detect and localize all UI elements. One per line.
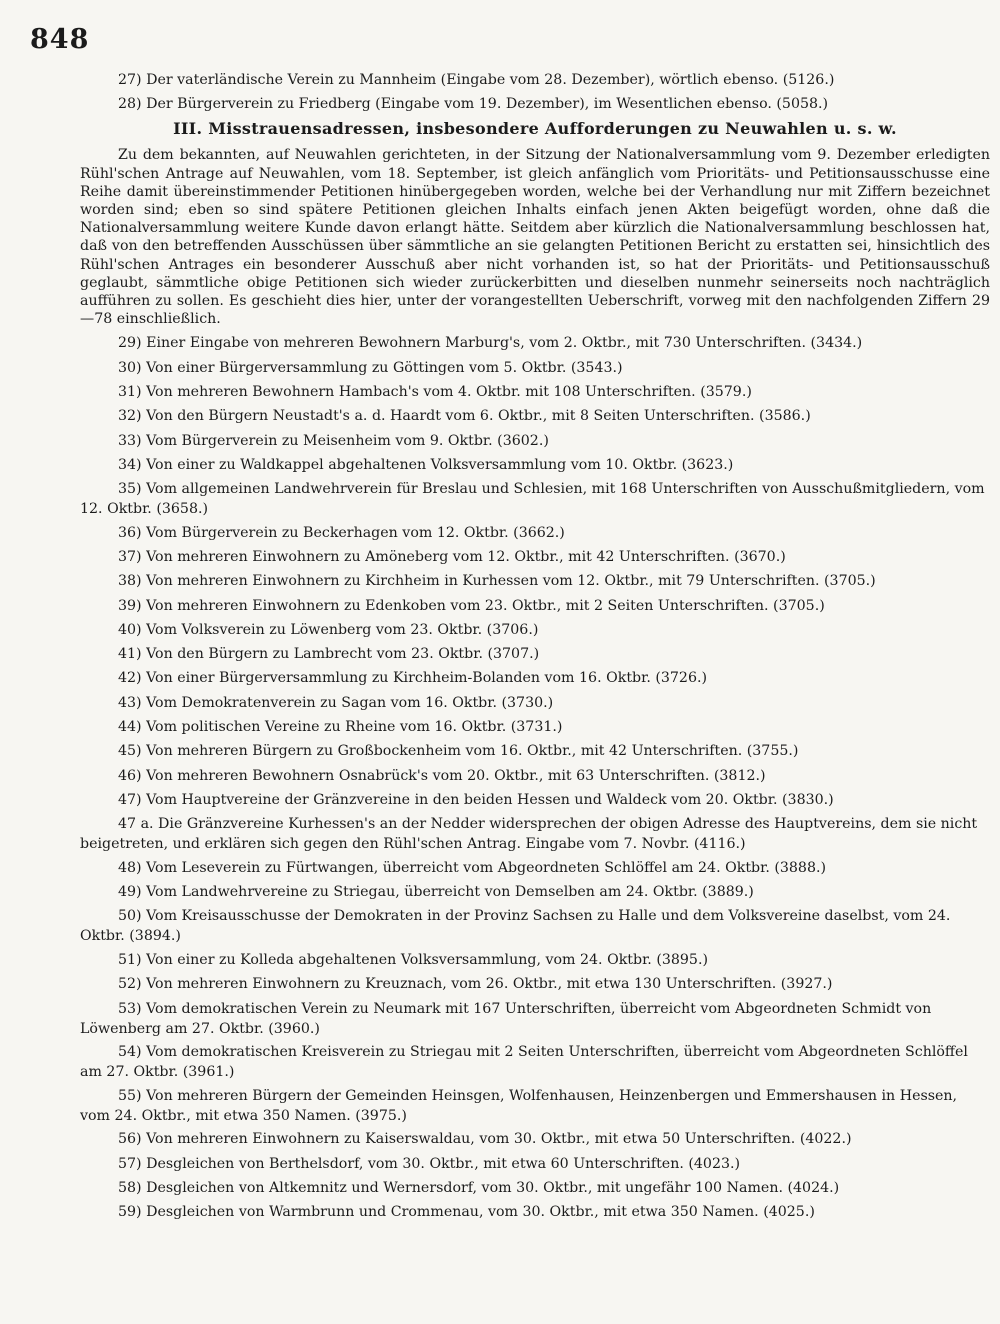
entry-39: 39) Von mehreren Einwohnern zu Edenkoben vom 23. Oktbr., mit 2 Seiten Unterschriften. (3705.) xyxy=(118,597,825,614)
entry-57: 57) Desgleichen von Berthelsdorf, vom 30. Oktbr., mit etwa 60 Unterschriften. (4023.) xyxy=(118,1155,741,1172)
entry-34: 34) Von einer zu Waldkappel abgehaltenen Volksversammlung vom 10. Oktbr. (3623.) xyxy=(118,456,734,473)
entry-36: 36) Vom Bürgerverein zu Beckerhagen vom 12. Oktbr. (3662.) xyxy=(118,524,565,541)
entry-47: 47) Vom Hauptvereine der Gränzvereine in den beiden Hessen und Waldeck vom 20. Oktbr. (3830.) xyxy=(118,791,834,808)
entry-41: 41) Von den Bürgern zu Lambrecht vom 23. Oktbr. (3707.) xyxy=(118,646,540,663)
entry-40: 40) Vom Volksverein zu Löwenberg vom 23. Oktbr. (3706.) xyxy=(118,621,539,638)
entry-46: 46) Von mehreren Bewohnern Osnabrück's vom 20. Oktbr., mit 63 Unterschriften. (3812.) xyxy=(118,767,766,784)
entry-50: 50) Vom Kreisausschusse der Demokraten in der Provinz Sachsen zu Halle und dem Volksvereine daselbst, vom 24. Oktbr. (3894.) xyxy=(80,908,951,945)
page-content xyxy=(80,70,990,1227)
entry-47a: 47 a. Die Gränzvereine Kurhessen's an der Nedder widersprechen der obigen Adresse des Hauptvereins, dem sie nicht beigetreten, und erklären sich gegen den Rühl'schen Antrag. Eingabe vom 7. Novbr. (4116.) xyxy=(80,816,978,853)
entry-53: 53) Vom demokratischen Verein zu Neumark mit 167 Unterschriften, überreicht vom Abgeordneten Schmidt von Löwenberg am 27. Oktbr. (3960.) xyxy=(80,1000,932,1037)
entry-38: 38) Von mehreren Einwohnern zu Kirchheim in Kurhessen vom 12. Oktbr., mit 79 Unterschriften. (3705.) xyxy=(118,573,876,590)
entry-44: 44) Vom politischen Vereine zu Rheine vom 16. Oktbr. (3731.) xyxy=(118,719,563,736)
entry-35: 35) Vom allgemeinen Landwehrverein für Breslau und Schlesien, mit 168 Unterschriften von Ausschußmitgliedern, vom 12. Oktbr. (3658.) xyxy=(80,481,985,518)
entry-49: 49) Vom Landwehrvereine zu Striegau, überreicht von Demselben am 24. Oktbr. (3889.) xyxy=(118,884,754,901)
entry-43: 43) Vom Demokratenverein zu Sagan vom 16. Oktbr. (3730.) xyxy=(118,694,554,711)
entry-37: 37) Von mehreren Einwohnern zu Amöneberg vom 12. Oktbr., mit 42 Unterschriften. (3670.) xyxy=(118,549,786,565)
entry-58: 58) Desgleichen von Altkemnitz und Wernersdorf, vom 30. Oktbr., mit ungefähr 100 Namen. (4024.) xyxy=(118,1180,840,1197)
entry-27: 27) Der vaterländische Verein zu Mannheim (Eingabe vom 28. Dezember), wörtlich ebenso. (5126.) xyxy=(118,72,835,88)
section-heading: III. Misstrauensadressen, insbesondere Aufforderungen zu Neuwahlen u. s. w. xyxy=(173,119,897,139)
entry-55: 55) Von mehreren Bürgern der Gemeinden Heinsgen, Wolfenhausen, Heinzenbergen und Emmershausen in Hessen, vom 24. Oktbr., mit etwa 350 Namen. (3975.) xyxy=(80,1087,958,1124)
entry-54: 54) Vom demokratischen Kreisverein zu Striegau mit 2 Seiten Unterschriften, überreicht vom Abgeordneten Schlöffel am 27. Oktbr. (3961.) xyxy=(80,1044,968,1081)
entry-56: 56) Von mehreren Einwohnern zu Kaiserswaldau, vom 30. Oktbr., mit etwa 50 Unterschriften. (4022.) xyxy=(118,1131,852,1148)
entry-45: 45) Von mehreren Bürgern zu Großbockenheim vom 16. Oktbr., mit 42 Unterschriften. (3755.) xyxy=(118,743,799,760)
entry-59: 59) Desgleichen von Warmbrunn und Crommenau, vom 30. Oktbr., mit etwa 350 Namen. (4025.) xyxy=(118,1204,815,1221)
entry-42: 42) Von einer Bürgerversammlung zu Kirchheim-Bolanden vom 16. Oktbr. (3726.) xyxy=(118,670,708,687)
entry-48: 48) Vom Leseverein zu Fürtwangen, überreicht vom Abgeordneten Schlöffel am 24. Oktbr. (3888.) xyxy=(118,859,827,876)
entry-51: 51) Von einer zu Kolleda abgehaltenen Volksversammlung, vom 24. Oktbr. (3895.) xyxy=(118,952,709,969)
intro-paragraph: Zu dem bekannten, auf Neuwahlen gerichteten, in der Sitzung der Nationalversammlung vom 9. Dezember erledigten Rühl'schen Antrage auf Neuwahlen, vom 18. September, ist gleich anfänglich vom Prioritäts- und Petitionsausschusse eine Reihe damit übereinstimmender Petitionen hinübergegeben worden, welche bei der Verhandlung nur mit Ziffern bezeichnet worden sind; eben so sind spätere Petitionen gleichen Inhalts einfach jenen Akten beigefügt worden, ohne daß die Nationalversammlung weitere Kunde davon erlangt hätte. Seitdem aber kürzlich die Nationalversammlung beschlossen hat, daß von den betreffenden Ausschüssen über sämmtliche an sie gelangten Petitionen Bericht zu erstatten sei, hinsichtlich des Rühl'schen Antrages ein besonderer Ausschuß aber nicht vorhanden ist, so hat der Prioritäts- und Petitionsausschuß geglaubt, sämmtliche obige Petitionen sich wieder zurückerbitten und dieselben nunmehr seinerseits noch nachträglich aufführen zu sollen. Es geschieht dies hier, unter der vorangestellten Ueberschrift, vorweg mit den nachfolgenden Ziffern 29—78 einschließlich. xyxy=(80,147,990,328)
entry-28: 28) Der Bürgerverein zu Friedberg (Eingabe vom 19. Dezember), im Wesentlichen ebenso. (5058.) xyxy=(118,96,829,113)
entry-33: 33) Vom Bürgerverein zu Meisenheim vom 9. Oktbr. (3602.) xyxy=(118,432,549,449)
entry-29: 29) Einer Eingabe von mehreren Bewohnern Marburg's, vom 2. Oktbr., mit 730 Unterschriften. (3434.) xyxy=(118,335,863,352)
entry-31: 31) Von mehreren Bewohnern Hambach's vom 4. Oktbr. mit 108 Unterschriften. (3579.) xyxy=(118,383,752,400)
entry-32: 32) Von den Bürgern Neustadt's a. d. Haardt vom 6. Oktbr., mit 8 Seiten Unterschriften. (3586.) xyxy=(118,408,811,425)
entry-30: 30) Von einer Bürgerversammlung zu Göttingen vom 5. Oktbr. (3543.) xyxy=(118,359,623,376)
page-number: 848 xyxy=(30,24,90,55)
entry-52: 52) Von mehreren Einwohnern zu Kreuznach, vom 26. Oktbr., mit etwa 130 Unterschriften. (3927.) xyxy=(118,976,833,993)
